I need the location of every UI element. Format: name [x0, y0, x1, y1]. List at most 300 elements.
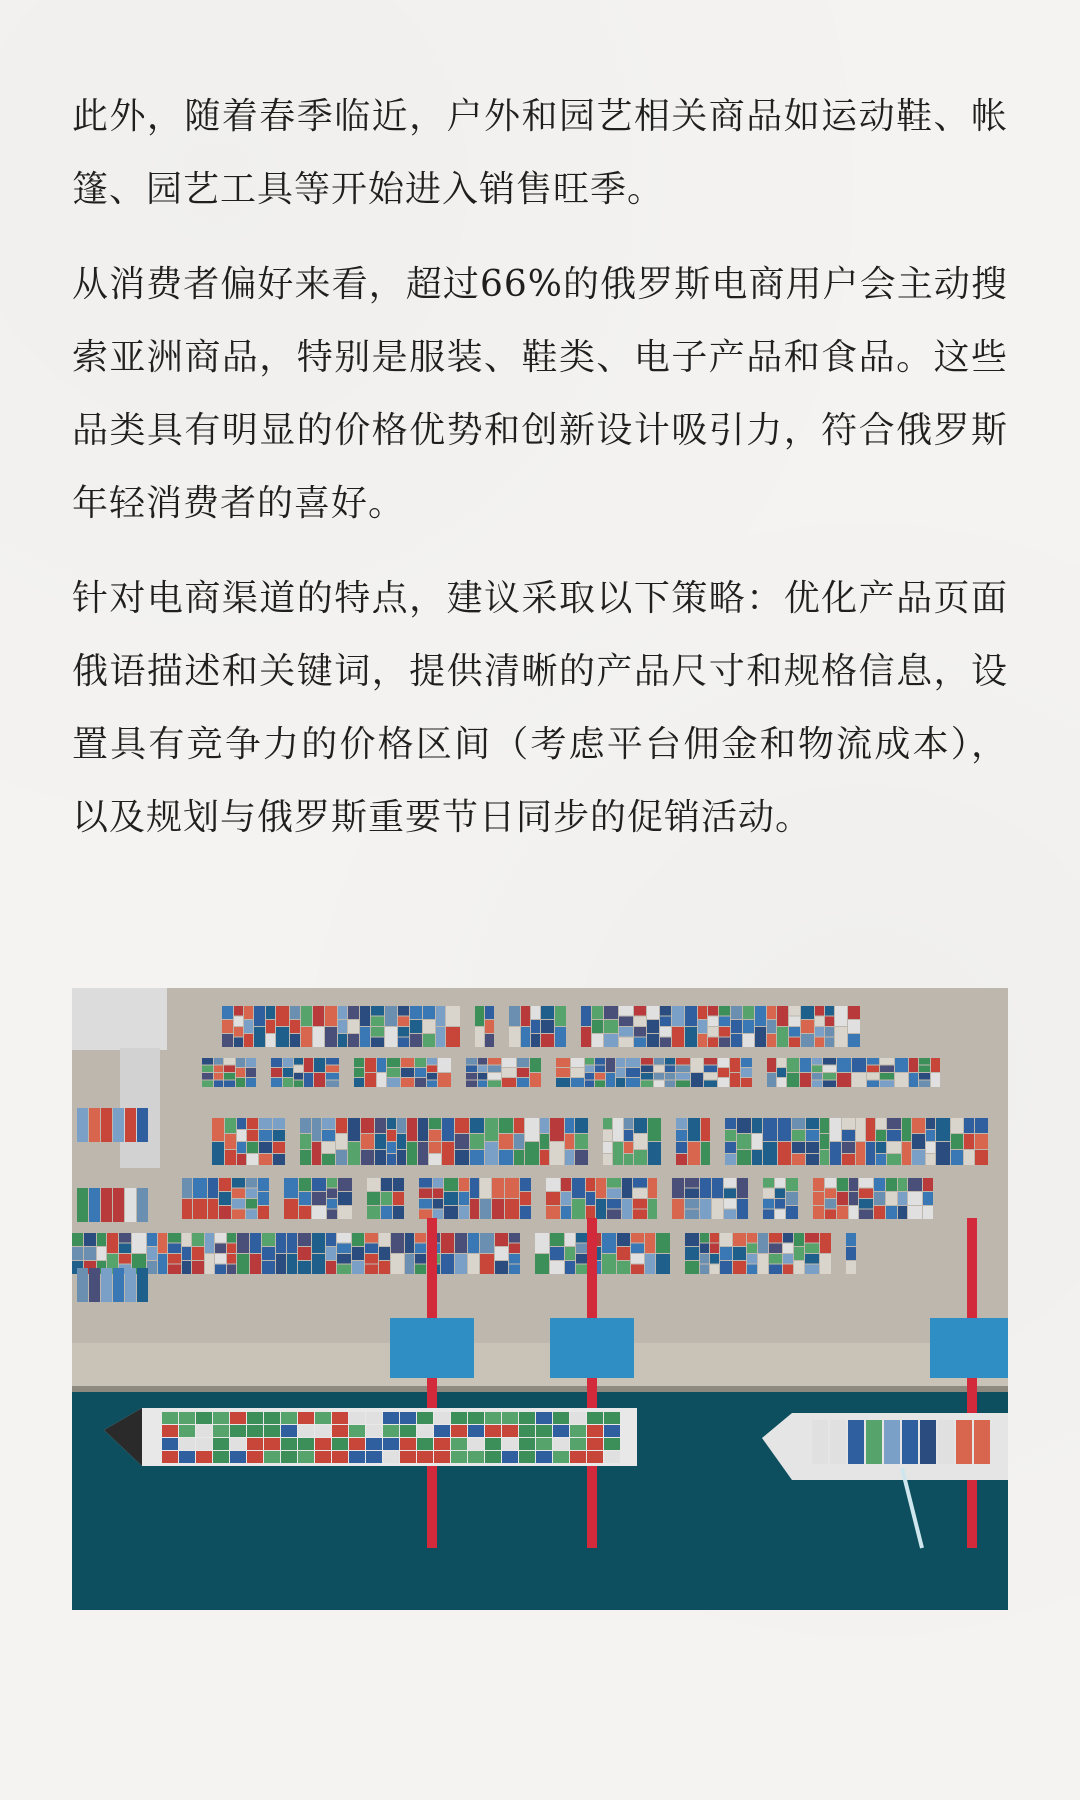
container — [168, 1244, 181, 1254]
container — [634, 1027, 646, 1037]
container — [595, 1058, 605, 1065]
ship-container — [587, 1451, 603, 1463]
container — [603, 1130, 612, 1141]
container — [866, 1142, 875, 1165]
container — [737, 1118, 751, 1133]
container — [459, 1178, 469, 1191]
container — [825, 1038, 834, 1048]
container — [441, 1233, 454, 1253]
ship-container — [332, 1412, 348, 1424]
container — [101, 1188, 112, 1222]
container — [352, 1247, 364, 1260]
container — [436, 1006, 445, 1026]
container — [767, 1073, 776, 1087]
container — [470, 1118, 484, 1133]
ship-container — [247, 1412, 263, 1424]
container — [259, 1130, 272, 1141]
container — [337, 1233, 351, 1243]
container — [387, 1068, 400, 1077]
ship-container — [468, 1412, 484, 1424]
container — [361, 1134, 374, 1149]
container — [415, 1068, 426, 1077]
container — [895, 1073, 908, 1087]
container — [902, 1142, 911, 1165]
container — [648, 1118, 661, 1141]
container — [747, 1233, 757, 1243]
container — [531, 1006, 540, 1019]
container — [912, 1150, 925, 1165]
container — [470, 1150, 484, 1165]
container — [763, 1189, 774, 1199]
container — [227, 1254, 236, 1264]
container — [792, 1118, 805, 1129]
container — [725, 1142, 736, 1153]
container — [246, 1078, 256, 1087]
ship-container — [213, 1425, 229, 1437]
container — [823, 1073, 836, 1080]
container — [823, 1081, 836, 1088]
container — [415, 1265, 426, 1275]
container — [391, 1254, 404, 1274]
ship-container — [502, 1451, 518, 1463]
container — [517, 1078, 529, 1087]
container — [365, 1058, 376, 1072]
container — [631, 1254, 644, 1264]
container — [815, 1038, 824, 1048]
container — [876, 1142, 886, 1153]
container — [769, 1244, 782, 1254]
container — [565, 1233, 575, 1246]
ship-container — [213, 1438, 229, 1450]
ship-container — [213, 1451, 229, 1463]
container — [419, 1199, 432, 1209]
container — [704, 1081, 717, 1088]
container — [379, 1247, 390, 1260]
container — [361, 1150, 374, 1165]
container — [393, 1192, 404, 1205]
container — [535, 1254, 549, 1274]
container — [737, 1199, 748, 1219]
container — [298, 1233, 311, 1246]
container — [337, 1265, 351, 1275]
ship-container — [400, 1412, 416, 1424]
container — [645, 1233, 655, 1253]
container — [701, 1142, 710, 1165]
container — [672, 1178, 684, 1198]
container — [789, 1017, 800, 1027]
container — [232, 1210, 245, 1220]
container — [801, 1034, 814, 1047]
container — [712, 1178, 723, 1198]
ship-container — [400, 1438, 416, 1450]
container — [743, 1034, 754, 1047]
container — [737, 1134, 751, 1149]
container — [859, 1178, 873, 1188]
container — [147, 1233, 157, 1246]
warehouse-roof — [72, 988, 167, 1050]
container — [656, 1233, 670, 1253]
container — [837, 1178, 848, 1191]
crane-frame — [390, 1318, 474, 1378]
container — [626, 1058, 640, 1067]
container — [700, 1244, 709, 1254]
container — [137, 1268, 148, 1302]
ship-container — [519, 1425, 535, 1437]
ship-container — [298, 1451, 314, 1463]
container — [685, 1178, 699, 1188]
article-body — [72, 80, 1008, 876]
container — [208, 1178, 218, 1198]
container — [633, 1210, 647, 1220]
container — [823, 1066, 836, 1073]
container — [459, 1192, 469, 1205]
container — [806, 1154, 819, 1165]
container — [688, 1118, 700, 1141]
container — [603, 1118, 612, 1129]
container — [367, 1178, 380, 1191]
container — [379, 1261, 390, 1274]
container — [371, 1017, 384, 1027]
container — [398, 1038, 409, 1048]
container — [919, 1081, 930, 1088]
container — [219, 1178, 231, 1191]
container — [685, 1210, 699, 1220]
container — [931, 1073, 940, 1087]
ship-container — [553, 1451, 569, 1463]
ship-container — [536, 1425, 552, 1437]
container — [720, 1247, 732, 1260]
ship-container — [485, 1425, 501, 1437]
container — [336, 1150, 347, 1165]
container — [250, 1233, 261, 1253]
container — [665, 1058, 675, 1065]
container — [837, 1192, 848, 1205]
container — [480, 1254, 494, 1274]
container — [825, 1178, 836, 1188]
container — [731, 1020, 742, 1033]
container — [327, 1178, 337, 1188]
ship-container — [196, 1412, 212, 1424]
container — [215, 1244, 226, 1254]
container — [842, 1118, 855, 1129]
container — [783, 1233, 793, 1243]
container — [647, 1006, 659, 1019]
ship-container — [349, 1438, 365, 1450]
ship-container — [519, 1451, 535, 1463]
container — [168, 1233, 181, 1243]
ship-container — [281, 1412, 297, 1424]
container — [192, 1261, 204, 1274]
container — [724, 1178, 736, 1188]
container — [495, 1261, 508, 1274]
container — [455, 1233, 467, 1253]
container — [298, 1247, 311, 1260]
ship-container — [366, 1425, 382, 1437]
container — [77, 1108, 88, 1142]
container — [119, 1244, 131, 1254]
container — [387, 1154, 396, 1165]
ship-container — [434, 1425, 450, 1437]
container — [301, 1027, 312, 1047]
container — [887, 1118, 901, 1129]
container — [455, 1134, 469, 1149]
ship-container — [536, 1438, 552, 1450]
container — [613, 1118, 623, 1141]
container — [480, 1233, 494, 1253]
ship-container — [468, 1438, 484, 1450]
container — [701, 1118, 710, 1141]
container — [530, 1073, 541, 1087]
container — [665, 1081, 675, 1088]
container — [405, 1254, 414, 1274]
container — [258, 1178, 269, 1191]
container — [352, 1233, 364, 1246]
crane-boom — [427, 1218, 437, 1548]
container — [730, 1073, 740, 1087]
container — [812, 1066, 822, 1073]
ship-container — [315, 1425, 331, 1437]
container — [300, 1118, 311, 1133]
container — [641, 1066, 653, 1073]
container — [444, 1192, 458, 1205]
container — [294, 1066, 303, 1073]
container — [375, 1150, 386, 1165]
container — [236, 1078, 245, 1087]
container — [648, 1142, 661, 1165]
ship-container — [553, 1425, 569, 1437]
ship-container — [570, 1451, 586, 1463]
container — [880, 1066, 894, 1073]
container — [325, 1027, 337, 1047]
container — [556, 1058, 570, 1067]
container — [354, 1078, 364, 1087]
container — [926, 1118, 935, 1129]
container — [688, 1142, 700, 1165]
container — [725, 1130, 736, 1141]
container-ship-large — [104, 1408, 637, 1466]
container — [113, 1108, 124, 1142]
container — [752, 1118, 762, 1133]
ship-container — [298, 1412, 314, 1424]
container — [348, 1006, 359, 1019]
container — [237, 1142, 246, 1153]
container — [631, 1244, 644, 1254]
container — [415, 1244, 426, 1254]
container — [531, 1034, 540, 1047]
container — [429, 1142, 441, 1153]
container — [561, 1178, 571, 1191]
container — [708, 1006, 718, 1016]
container — [84, 1247, 96, 1260]
container — [247, 1154, 258, 1165]
container — [731, 1006, 742, 1019]
container — [575, 1150, 588, 1165]
container — [540, 1134, 549, 1149]
container — [530, 1058, 541, 1072]
container — [410, 1006, 422, 1019]
container — [685, 1006, 697, 1026]
container — [607, 1189, 621, 1199]
container — [710, 1244, 719, 1254]
container — [273, 1142, 285, 1153]
ship-container — [468, 1451, 484, 1463]
container — [631, 1233, 644, 1243]
ship-container — [230, 1425, 246, 1437]
container — [234, 1027, 243, 1037]
container — [607, 1199, 621, 1209]
container — [514, 1118, 524, 1133]
container — [168, 1265, 181, 1275]
ship-container — [570, 1412, 586, 1424]
container — [337, 1254, 351, 1264]
container — [596, 1178, 606, 1198]
container — [912, 1134, 925, 1149]
container — [336, 1118, 347, 1133]
container — [227, 1233, 236, 1243]
container — [848, 1006, 860, 1019]
container — [485, 1006, 494, 1019]
container — [805, 1254, 819, 1264]
container — [224, 1081, 235, 1088]
container — [617, 1233, 630, 1246]
container — [520, 1178, 531, 1191]
container — [470, 1134, 484, 1149]
ship-container — [812, 1420, 828, 1464]
container — [367, 1206, 380, 1219]
ship-container — [264, 1412, 280, 1424]
container — [488, 1066, 501, 1073]
container — [704, 1058, 717, 1065]
ship-container — [230, 1412, 246, 1424]
ship-container — [938, 1420, 954, 1464]
container — [576, 1265, 587, 1275]
container — [898, 1192, 907, 1205]
container — [775, 1210, 785, 1220]
container — [478, 1081, 487, 1088]
container — [259, 1118, 272, 1129]
container — [975, 1150, 988, 1165]
container — [214, 1066, 223, 1073]
container — [520, 1206, 531, 1219]
container — [266, 1020, 275, 1033]
container — [654, 1058, 664, 1065]
container — [521, 1006, 530, 1026]
ship-container — [604, 1438, 620, 1450]
container — [237, 1118, 246, 1129]
container — [182, 1247, 191, 1260]
container — [304, 1058, 313, 1072]
ship-container — [570, 1425, 586, 1437]
container — [475, 1006, 484, 1026]
container — [312, 1206, 326, 1219]
container — [89, 1188, 100, 1222]
container — [565, 1261, 575, 1274]
container — [676, 1073, 690, 1080]
container — [926, 1154, 935, 1165]
container — [571, 1078, 584, 1087]
container — [77, 1268, 88, 1302]
container — [502, 1078, 516, 1087]
container — [624, 1142, 633, 1153]
container — [365, 1073, 376, 1087]
container — [158, 1233, 167, 1253]
container — [262, 1233, 275, 1246]
ship-container — [298, 1438, 314, 1450]
container — [852, 1058, 866, 1072]
container — [299, 1178, 311, 1191]
container — [301, 1006, 312, 1026]
container — [874, 1178, 885, 1191]
container — [876, 1154, 886, 1165]
container — [237, 1233, 249, 1253]
container — [499, 1134, 513, 1149]
container — [398, 1006, 409, 1016]
container — [676, 1130, 687, 1141]
container — [767, 1020, 776, 1033]
ship-container — [162, 1451, 178, 1463]
container — [951, 1150, 963, 1165]
container — [820, 1150, 829, 1165]
container — [327, 1199, 337, 1209]
container — [237, 1130, 246, 1141]
container — [867, 1058, 879, 1065]
ship-container — [451, 1451, 467, 1463]
container — [205, 1254, 214, 1274]
container — [407, 1118, 417, 1141]
container — [401, 1068, 414, 1077]
container — [786, 1178, 798, 1191]
container — [755, 1027, 766, 1047]
container — [820, 1254, 831, 1274]
container — [294, 1081, 303, 1088]
container — [880, 1073, 894, 1080]
ship-container — [485, 1412, 501, 1424]
container — [405, 1233, 414, 1253]
container — [710, 1233, 719, 1243]
container — [234, 1006, 243, 1016]
container — [466, 1066, 477, 1073]
container — [743, 1020, 754, 1033]
container — [926, 1130, 935, 1141]
paragraph-2 — [72, 248, 1008, 540]
container — [246, 1068, 256, 1077]
container — [520, 1192, 531, 1205]
container — [348, 1118, 360, 1141]
container — [846, 1261, 856, 1274]
container — [616, 1058, 625, 1067]
container — [550, 1142, 564, 1165]
container — [769, 1233, 782, 1243]
container — [708, 1027, 718, 1037]
container — [427, 1058, 437, 1065]
container — [258, 1192, 269, 1205]
container — [410, 1020, 422, 1033]
container — [712, 1199, 723, 1219]
ship-container — [848, 1420, 864, 1464]
container — [193, 1199, 207, 1219]
container — [792, 1142, 805, 1153]
container — [525, 1142, 539, 1165]
container — [887, 1142, 901, 1153]
ship-container — [400, 1425, 416, 1437]
container — [718, 1068, 729, 1077]
container — [415, 1078, 426, 1087]
container — [898, 1206, 907, 1219]
container — [624, 1118, 633, 1129]
ship-container — [264, 1451, 280, 1463]
container — [641, 1073, 653, 1080]
container — [478, 1073, 487, 1080]
